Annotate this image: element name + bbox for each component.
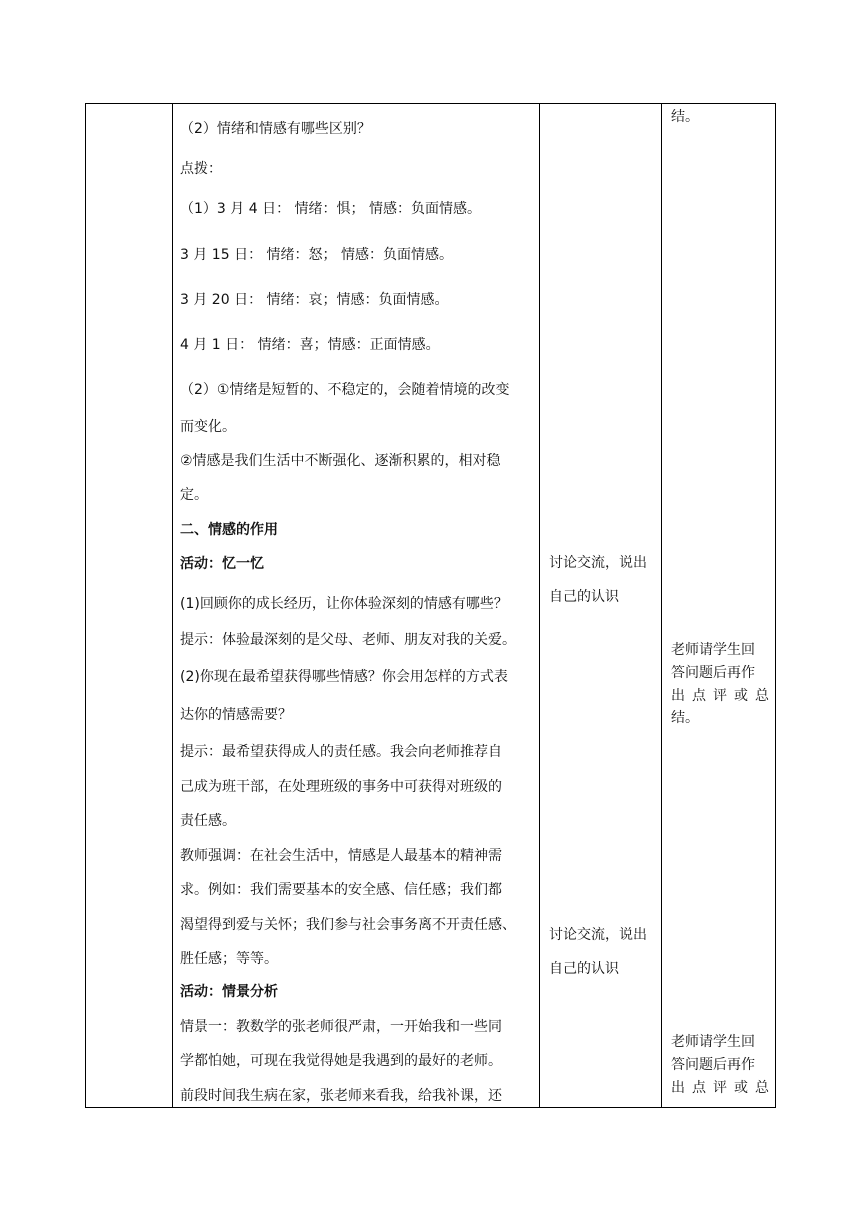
- paragraph-line: 求。例如：我们需要基本的安全感、信任感；我们都: [180, 882, 502, 898]
- paragraph-line: 学都怕她，可现在我觉得她是我遇到的最好的老师。: [180, 1053, 502, 1069]
- hint-label: 点拨：: [180, 161, 222, 177]
- cell-design-intent: [662, 104, 776, 1107]
- paragraph-line: (2)你现在最希望获得哪些情感？你会用怎样的方式表: [180, 669, 508, 685]
- cell-student-activity: [540, 104, 660, 1107]
- answer-line: （1）3 月 4 日： 情绪：惧； 情感：负面情感。: [180, 201, 481, 217]
- activity-heading: 活动：忆一忆: [180, 556, 264, 572]
- paragraph-line: 情景一：教数学的张老师很严肃，一开始我和一些同: [180, 1019, 502, 1035]
- student-activity-line: 自己的认识: [549, 961, 619, 977]
- paragraph-line: 提示：体验最深刻的是父母、老师、朋友对我的关爱。: [180, 632, 516, 648]
- note-line: 答问题后再作: [671, 665, 755, 681]
- answer-line: 3 月 20 日： 情绪：哀；情感：负面情感。: [180, 292, 449, 308]
- paragraph-line: 胜任感；等等。: [180, 951, 278, 967]
- student-activity-line: 讨论交流，说出: [549, 927, 647, 943]
- paragraph-line: 提示：最希望获得成人的责任感。我会向老师推荐自: [180, 744, 502, 760]
- answer-line: 4 月 1 日： 情绪：喜；情感：正面情感。: [180, 337, 440, 353]
- answer-line: 定。: [180, 487, 208, 503]
- paragraph-line: 前段时间我生病在家，张老师来看我，给我补课，还: [180, 1088, 502, 1104]
- activity-heading: 活动：情景分析: [180, 984, 278, 1000]
- note-line: 老师请学生回: [671, 1034, 755, 1050]
- section-heading: 二、情感的作用: [180, 522, 278, 538]
- paragraph-line: 达你的情感需要？: [180, 707, 292, 723]
- answer-line: 3 月 15 日： 情绪：怒； 情感：负面情感。: [180, 247, 453, 263]
- note-line: 结。: [671, 109, 699, 125]
- paragraph-line: 教师强调：在社会生活中，情感是人最基本的精神需: [180, 848, 502, 864]
- note-line: 出 点 评 或 总: [671, 1080, 769, 1096]
- answer-line: ②情感是我们生活中不断强化、逐渐积累的，相对稳: [180, 453, 501, 469]
- question-2: （2）情绪和情感有哪些区别？: [180, 121, 371, 137]
- note-line: 老师请学生回: [671, 642, 755, 658]
- student-activity-line: 自己的认识: [549, 589, 619, 605]
- paragraph-line: 责任感。: [180, 813, 236, 829]
- paragraph-line: 己成为班干部，在处理班级的事务中可获得对班级的: [180, 779, 502, 795]
- paragraph-line: (1)回顾你的成长经历，让你体验深刻的情感有哪些？: [180, 596, 508, 612]
- note-line: 答问题后再作: [671, 1057, 755, 1073]
- paragraph-line: 渴望得到爱与关怀；我们参与社会事务离不开责任感、: [180, 917, 516, 933]
- lesson-plan-table: [85, 103, 776, 1108]
- note-line: 出 点 评 或 总: [671, 688, 769, 704]
- answer-line: （2）①情绪是短暂的、不稳定的，会随着情境的改变: [180, 382, 510, 398]
- note-line: 结。: [671, 710, 699, 726]
- answer-line: 而变化。: [180, 419, 236, 435]
- student-activity-line: 讨论交流，说出: [549, 555, 647, 571]
